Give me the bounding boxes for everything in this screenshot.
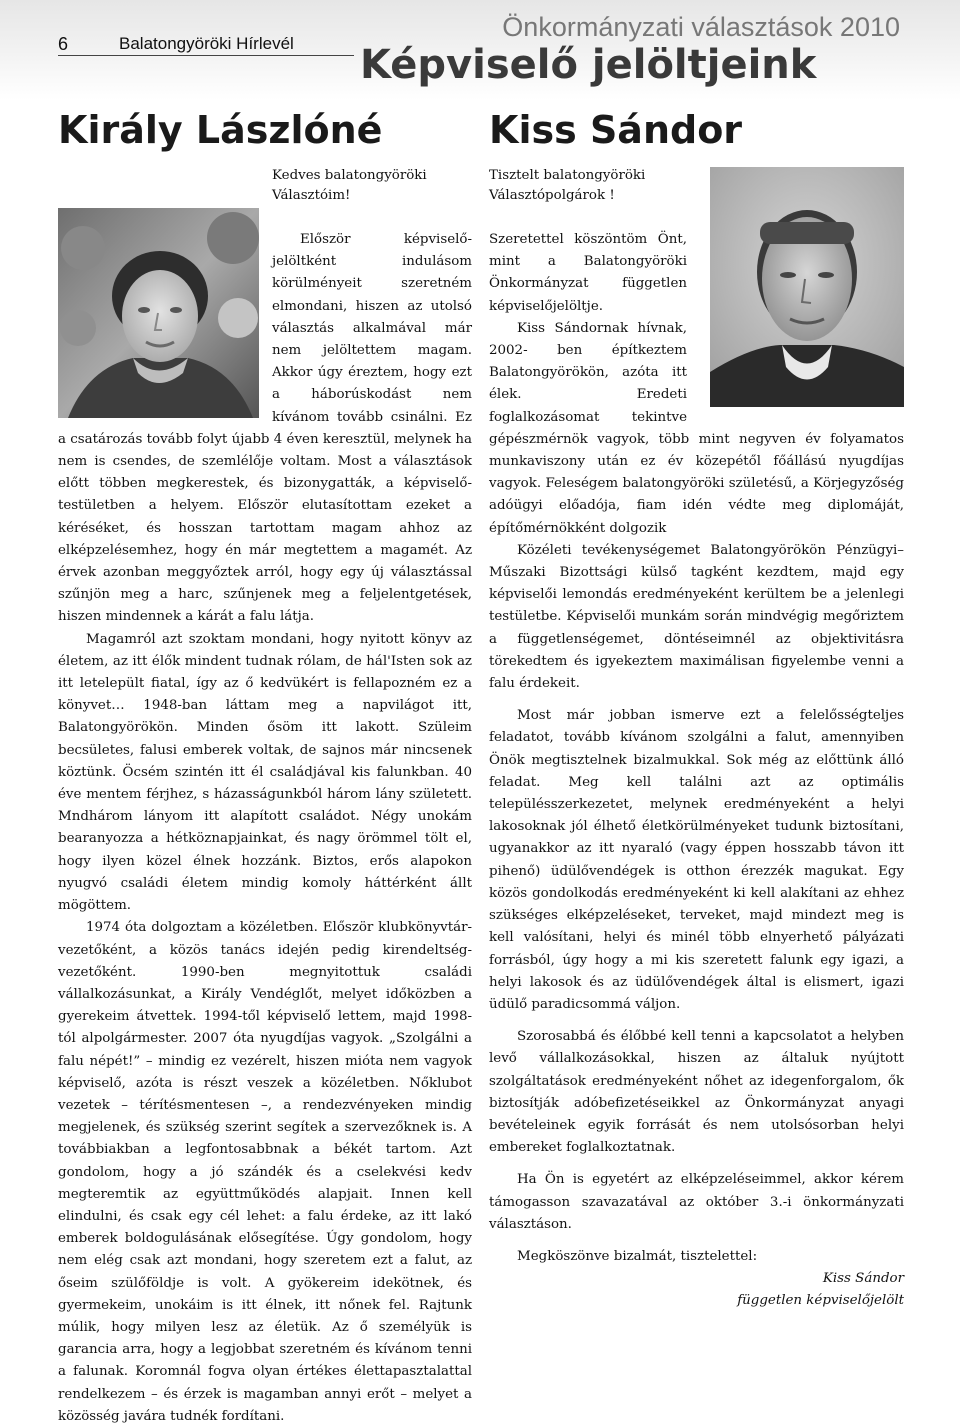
- page-headline: Képviselő jelöltjeink: [360, 42, 817, 88]
- greeting-line: Tisztelt balatongyöröki: [489, 168, 646, 183]
- paragraph: Megköszönve bizalmát, tisztelettel:: [517, 1248, 758, 1264]
- paragraph: Magamról azt szoktam mondani, hogy nyitott könyv az életem, az itt élők mindent tudnak rólam, de hál'Isten sok az itt letelepült fiatal, így az ő kedvükért is fellapozném ez a könyvet… 1948-ban láttam meg a napvilágot itt, Balatongyörökön. Minden ősöm itt lakott. Szüleim becsületes, falusi emberek voltak, de sajnos már nincsenek köztünk. Öcsém szintén itt él családjával kis falunkban. 40 éve mentem férjhez, s házasságunkból három lány született. Mndhárom lányom itt alapított családot. Négy unokám bearanyozza a hétköznapjainkat, és nagy örömmel tölt el, hogy ilyen közel élnek hozzánk. Biztos, erős alapokon nyugvó családi életem mindig komoly háttérként állt mögöttem.: [58, 631, 472, 914]
- header-rule: [58, 55, 354, 56]
- page-number: 6: [58, 34, 69, 54]
- left-article-column: [58, 229, 472, 1428]
- paragraph: Szeretettel köszöntöm Önt, mint a Balatongyöröki Önkormányzat független képviselőjelöltje.: [489, 232, 687, 314]
- candidate-name-right: Kiss Sándor: [489, 108, 743, 152]
- publication-name: Balatongyöröki Hírlevél: [119, 34, 294, 53]
- greeting-left: [272, 166, 427, 206]
- paragraph: Közéleti tevékenységemet Balatongyörökön Pénzügyi–Műszaki Bizottsági külső tagként kezdtem, majd egy képviselői lemondás eredményeként kerültem be a jelenlegi testületbe. Képviselői munkám során mindvégig megőriztem a függetlenségemet, döntéseimnél az objektivitásra törekedtem és igyekeztem maximálisan figyelembe venni a falu érdekeit.: [489, 542, 904, 692]
- right-article-column: [489, 229, 904, 1313]
- paragraph: Szorosabbá és élőbbé kell tenni a kapcsolatot a helyben levő vállalkozásokkal, hiszen az általuk nyújtott szolgáltatások eredményeként nőhet az idegenforgalom, ők biztosítják adóbefizetéseikkel az Önkormányzat anyagi bevételeinek egyik forrását és nem utolsósorban helyi embereket foglalkoztatnak.: [489, 1029, 904, 1156]
- greeting-line: Választóim!: [272, 188, 351, 203]
- candidate-name-left: Király Lászlóné: [58, 108, 383, 152]
- greeting-line: Kedves balatongyöröki: [272, 168, 427, 183]
- signature-title: független képviselőjelölt: [737, 1293, 904, 1309]
- paragraph: Most már jobban ismerve ezt a felelősségteljes feladatot, tovább kívánom szolgálni a falut, amennyiben Önök megtisztelnek bizalmukkal. Sok még az előttünk álló feladat. Meg kell találni azt az optimális településszerkezetet, melynek eredményeként a helyi lakosoknak jól élhető életkörülményeket tudunk biztosítani, ugyanakkor az itt nyaraló (vagy éppen hosszabb távon itt pihenő) üdülővendégek is otthon érezzék magukat. Egy közös gondolkodás eredményeként ki kell alakítani az ehhez szükséges elképzeléseket, terveket, majd mindezt meg is kell valósítani, helyi és minél több elnyerhető pályázati forrásból, úgy hogy a mi kis szeretett falunk egy igazi, a helyi lakosok és az üdülővendégek által is elismert, igazi üdülő paradicsommá váljon.: [489, 708, 904, 1012]
- paragraph: Ha Ön is egyetért az elképzeléseimmel, akkor kérem támogasson szavazatával az október 3.-i önkormányzati választáson.: [489, 1172, 904, 1232]
- paragraph: Először képviselő-jelöltként indulásom körülményeit szeretném elmondani, hiszen az utolsó választás alkalmával már nem jelöltettem magam. Akkor úgy éreztem, hogy ezt a háborúskodást nem kívánom tovább csinálni. Ez a csatározás tovább folyt újabb 4 éven keresztül, melynek ha nem is csendes, de szemlélője voltam. Most a választások előtt többen megkerestek, és bizonygatták, a képviselő-testületben a helyem. Először elutasítottam ezeket a kéréséket, és hosszan tartottam magam ahhoz az elképzelésemhez, hogy én már megtettem a magamét. Az érvek azonban meggyőztek arról, hogy egy új választással szűnjön meg a harc, szűnjenek meg a feljelentgetések, hiszen mindennek a kárát a falu látja.: [58, 232, 472, 625]
- section-title: Önkormányzati választások 2010: [502, 12, 900, 42]
- greeting-right: [489, 166, 645, 206]
- paragraph: Kiss Sándornak hívnak, 2002- ben építkeztem Balatongyörökön, azóta itt élek. Eredeti foglalkozásomat tekintve gépészmérnök vagyok, több mint negyven év folyamatos munkaviszony után ez év közepétől főállású nyugdíjas vagyok. Feleségem balatongyöröki születésű, a Körjegyzőség adóügyi előadója, fiam idén védte meg diplomáját, építőmérnökként dolgozik: [489, 320, 904, 536]
- signature-name: Kiss Sándor: [822, 1271, 904, 1287]
- paragraph: 1974 óta dolgoztam a közéletben. Először klubkönyvtár-vezetőként, a közös tanács idején pedig kirendeltség-vezetőként. 1990-ben megnyitottuk családi vállalkozásunkat, a Király Vendéglőt, melyet időközben a gyerekeim átvettek. 1994-től képviselő lettem, majd 1998-tól alpolgármester. 2007 óta nyugdíjas vagyok. „Szolgálni a falu népét!” – mindig ez vezérelt, hiszen mióta nem vagyok képviselő, azóta is részt veszek a közéletben. Nőklubot vezetek – térítésmentesen –, a rendezvényeken mindig megjelenek, és szükség szerint segítek a szervezőknek is. A továbbiakban a legfontosabbnak a békét tartom. Azt gondolom, hogy a jó szándék és a cselekvési kedv megteremtik az együttműködés alapjait. Innen kell elindulni, és csak egy cél lehet: a falu érdeke, az itt lakó emberek boldogulásának elősegítése. Úgy gondolom, hogy nem elég csak azt mondani, hogy szeretem ezt a falut, az őseim szülőföldje is volt. A gyökereim idekötnek, és gyermekeim, unokáim is itt élnek, itt nőnek fel. Rajtunk múlik, hogy milyen lesz az életük. Az ő személyük is garancia arra, hogy a legjobbat szeretném és kívánom tenni a falunak. Koromnál fogva olyan értékes élettapasztalattal rendelkezem – és érzek is magamban annyi erőt – melyet a közösség javára tudnék fordítani.: [58, 920, 472, 1424]
- greeting-line: Választópolgárok !: [489, 188, 615, 203]
